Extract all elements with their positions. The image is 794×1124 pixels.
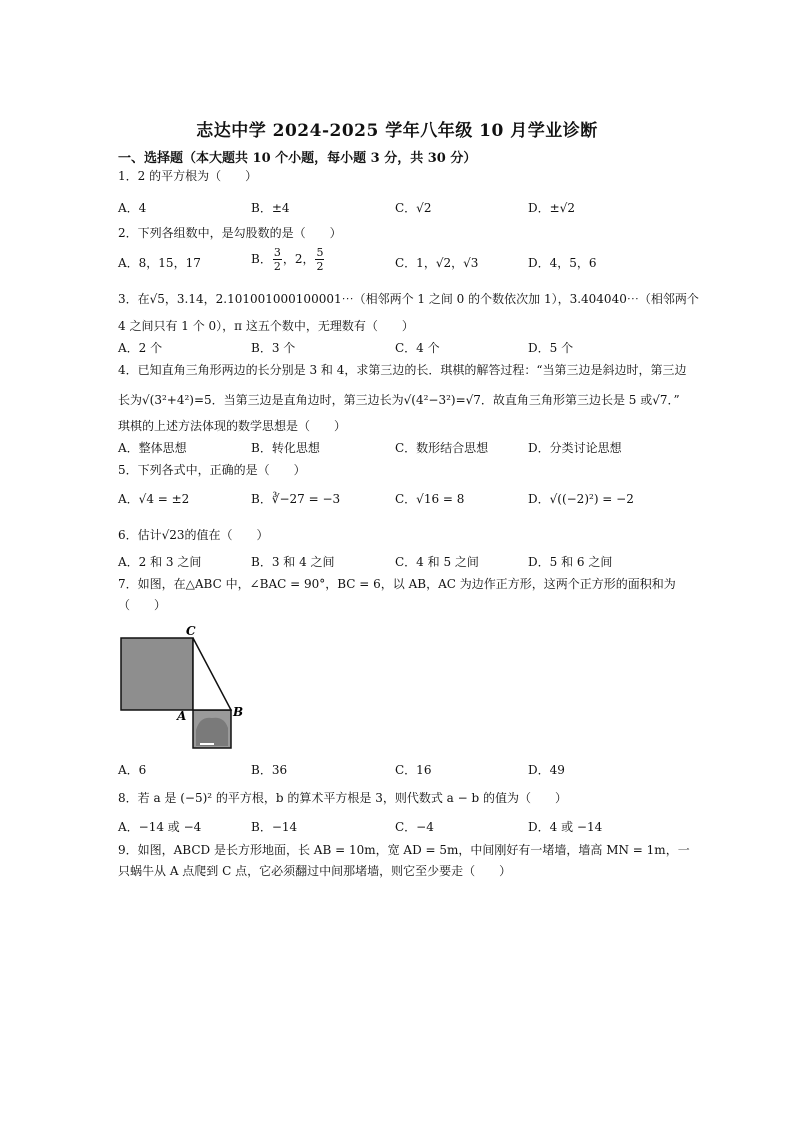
q3-option-b: B．3 个 xyxy=(251,341,296,355)
q8-option-a: A．−14 或 −4 xyxy=(118,820,202,834)
question-7-line-2: （ ） xyxy=(118,598,167,612)
q3-option-c: C．4 个 xyxy=(395,341,440,355)
q4-option-b: B．转化思想 xyxy=(251,441,320,455)
q6-option-b: B．3 和 4 之间 xyxy=(251,555,335,569)
label-b: B xyxy=(233,705,244,719)
question-2-stem: 2．下列各组数中，是勾股数的是（ ） xyxy=(118,226,342,240)
q2-option-d: D．4，5，6 xyxy=(528,256,597,270)
q4-option-a: A．整体思想 xyxy=(118,441,187,455)
q4-option-d: D．分类讨论思想 xyxy=(528,441,622,455)
q5-option-d: D．√((−2)²) = −2 xyxy=(528,492,634,506)
question-3-line-1: 3．在√5，3.14，2.101001000100001⋯（相邻两个 1 之间 0 的个数依次加 1），3.404040⋯（相邻两个 xyxy=(118,292,699,306)
q8-option-c: C．−4 xyxy=(395,820,434,834)
q2-option-b-prefix: B． xyxy=(251,252,272,266)
question-1-stem: 1．2 的平方根为（ ） xyxy=(118,169,258,183)
page-title: 志达中学 2024-2025 学年八年级 10 月学业诊断 xyxy=(196,121,598,141)
q3-option-a: A．2 个 xyxy=(118,341,163,355)
section-heading: 一、选择题（本大题共 10 个小题，每小题 3 分，共 30 分） xyxy=(118,151,477,166)
q1-option-c: C．√2 xyxy=(395,201,432,215)
q7-option-b: B．36 xyxy=(251,763,288,777)
q1-option-a: A．4 xyxy=(118,201,147,215)
square-on-ac xyxy=(121,638,193,710)
question-4-line-2: 长为√(3²+4²)=5．当第三边是直角边时，第三边长为√(4²−3²)=√7．故直角三角形第三边长是 5 或√7．” xyxy=(118,393,680,407)
numerator: 3 xyxy=(273,246,281,259)
q5-option-c: C．√16 = 8 xyxy=(395,492,465,506)
q7-option-d: D．49 xyxy=(528,763,565,777)
q8-option-d: D．4 或 −14 xyxy=(528,820,603,834)
q2-option-b-mid: ，2， xyxy=(282,252,315,266)
q6-option-a: A．2 和 3 之间 xyxy=(118,555,202,569)
question-5-stem: 5．下列各式中，正确的是（ ） xyxy=(118,463,306,477)
q1-option-d: D．±√2 xyxy=(528,201,575,215)
question-9-line-2: 只蜗牛从 A 点爬到 C 点，它必须翻过中间那堵墙，则它至少要走（ ） xyxy=(118,864,512,878)
question-4-line-1: 4．已知直角三角形两边的长分别是 3 和 4，求第三边的长．琪棋的解答过程：“当第三边是斜边时，第三边 xyxy=(118,363,687,377)
q7-option-c: C．16 xyxy=(395,763,432,777)
question-4-line-3: 琪棋的上述方法体现的数学思想是（ ） xyxy=(118,419,347,433)
q7-option-a: A．6 xyxy=(118,763,147,777)
triangle-squares-figure xyxy=(110,620,260,755)
question-7-line-1: 7．如图，在△ABC 中，∠BAC = 90°，BC = 6，以 AB，AC 为边作正方形，这两个正方形的面积和为 xyxy=(118,577,676,591)
q5-option-a: A．√4 = ±2 xyxy=(118,492,190,506)
q6-option-c: C．4 和 5 之间 xyxy=(395,555,479,569)
fraction xyxy=(315,246,324,273)
q5-option-b: B．∛−27 = −3 xyxy=(251,492,341,506)
label-c: C xyxy=(186,624,196,638)
q2-option-a: A．8，15，17 xyxy=(118,256,201,270)
q4-option-c: C．数形结合思想 xyxy=(395,441,489,455)
question-9-line-1: 9．如图，ABCD 是长方形地面，长 AB = 10m，宽 AD = 5m，中间刚好有一堵墙，墙高 MN = 1m，一 xyxy=(118,843,690,857)
denominator: 2 xyxy=(273,260,281,273)
q2-option-c: C．1，√2，√3 xyxy=(395,256,479,270)
q3-option-d: D．5 个 xyxy=(528,341,574,355)
question-3-line-2: 4 之间只有 1 个 0），π 这五个数中，无理数有（ ） xyxy=(118,319,414,333)
fraction xyxy=(273,246,282,273)
square-shading xyxy=(196,718,228,746)
q6-option-d: D．5 和 6 之间 xyxy=(528,555,613,569)
label-a: A xyxy=(177,709,187,723)
q8-option-b: B．−14 xyxy=(251,820,298,834)
question-6-stem: 6．估计√23的值在（ ） xyxy=(118,528,269,542)
q1-option-b: B．±4 xyxy=(251,201,290,215)
numerator: 5 xyxy=(316,246,324,259)
triangle-abc xyxy=(193,638,231,710)
question-8-stem: 8．若 a 是 (−5)² 的平方根，b 的算术平方根是 3，则代数式 a − b 的值为（ ） xyxy=(118,791,568,805)
q2-option-b xyxy=(251,246,325,273)
denominator: 2 xyxy=(316,260,324,273)
